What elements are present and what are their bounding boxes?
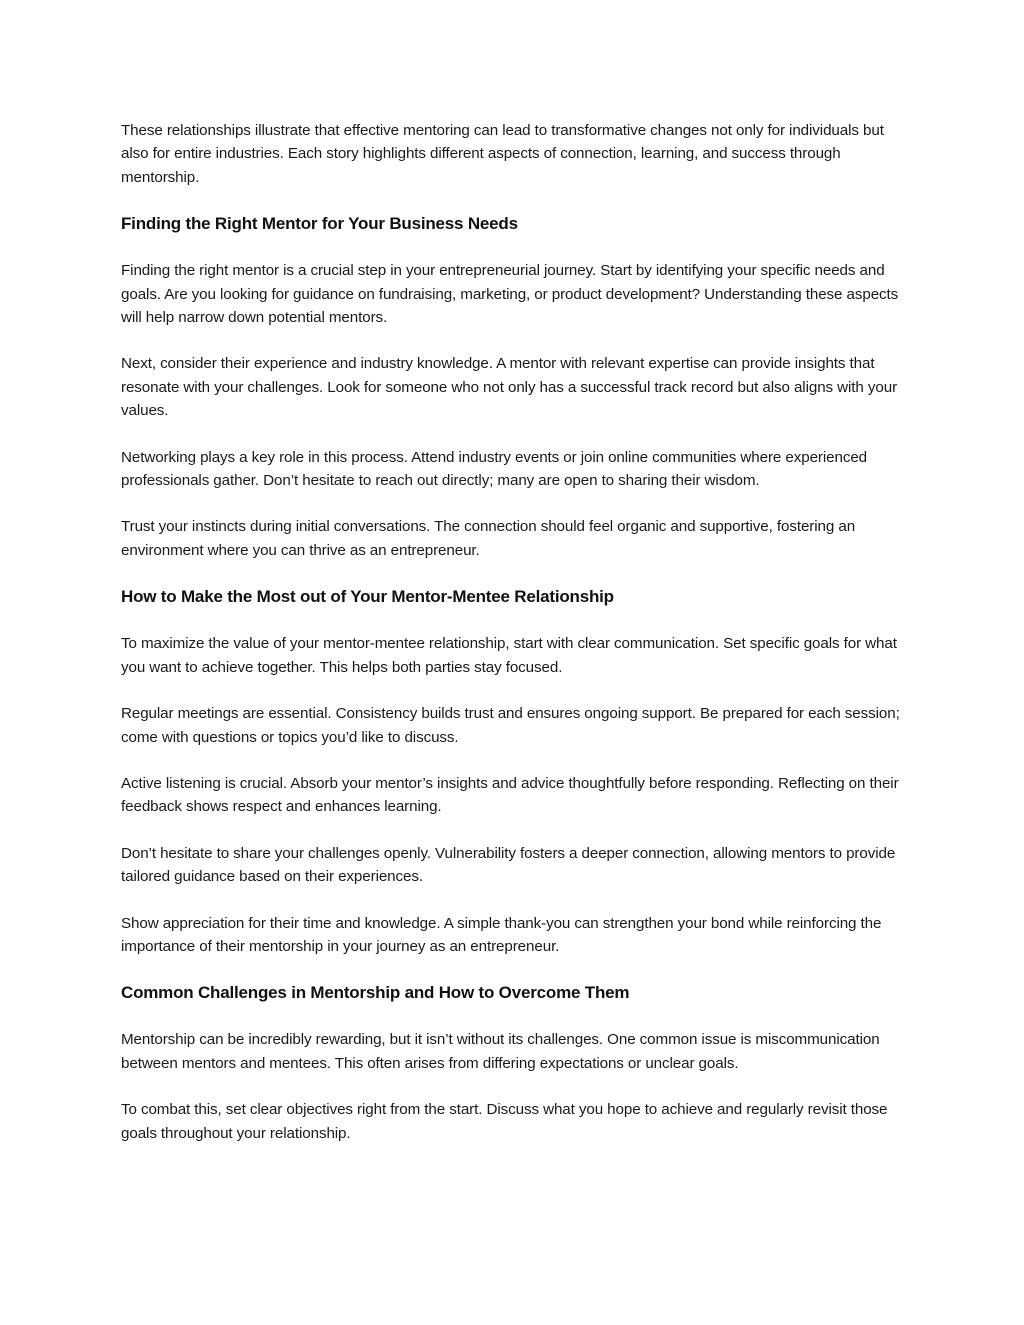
finding-mentor-paragraph-3: Networking plays a key role in this process. Attend industry events or join online communities where experienced professionals gather. Don’t hesitate to reach out directly; many are open to sharing their wisdom. bbox=[121, 448, 868, 490]
relationship-paragraph-4: Don’t hesitate to share your challenges openly. Vulnerability fosters a deeper connection, allowing mentors to provide tailored guidance based on their experiences. bbox=[121, 844, 896, 886]
finding-mentor-paragraph-2: Next, consider their experience and industry knowledge. A mentor with relevant expertise can provide insights that resonate with your challenges. Look for someone who not only has a successful track record but also aligns with your values. bbox=[121, 355, 898, 420]
finding-mentor-paragraph-4: Trust your instincts during initial conversations. The connection should feel organic and supportive, fostering an environment where you can thrive as an entrepreneur. bbox=[121, 518, 856, 559]
section-heading-common-challenges: Common Challenges in Mentorship and How to Overcome Them bbox=[121, 983, 630, 1003]
section-heading-finding-mentor: Finding the Right Mentor for Your Business Needs bbox=[121, 214, 518, 234]
intro-paragraph-1: These relationships illustrate that effective mentoring can lead to transformative changes not only for individuals but also for entire industries. Each story highlights different aspects of connection, learning, and success through mentorship. bbox=[121, 122, 884, 186]
challenges-paragraph-2: To combat this, set clear objectives right from the start. Discuss what you hope to achieve and regularly revisit those goals throughout your relationship. bbox=[121, 1101, 888, 1142]
relationship-paragraph-5: Show appreciation for their time and knowledge. A simple thank-you can strengthen your bond while reinforcing the importance of their mentorship in your journey as an entrepreneur. bbox=[121, 914, 882, 955]
section-heading-mentor-mentee-relationship: How to Make the Most out of Your Mentor-Mentee Relationship bbox=[121, 587, 614, 607]
relationship-paragraph-3: Active listening is crucial. Absorb your mentor’s insights and advice thoughtfully before responding. Reflecting on their feedback shows respect and enhances learning. bbox=[121, 774, 899, 816]
document-page bbox=[121, 119, 906, 1168]
challenges-paragraph-1: Mentorship can be incredibly rewarding, but it isn’t without its challenges. One common issue is miscommunication between mentors and mentees. This often arises from differing expectations or unclear goals. bbox=[121, 1031, 880, 1072]
relationship-paragraph-1: To maximize the value of your mentor-mentee relationship, start with clear communication. Set specific goals for what you want to achieve together. This helps both parties stay focused. bbox=[121, 635, 897, 676]
relationship-paragraph-2: Regular meetings are essential. Consistency builds trust and ensures ongoing support. Be prepared for each session; come with questions or topics you’d like to discuss. bbox=[121, 705, 900, 746]
finding-mentor-paragraph-1: Finding the right mentor is a crucial step in your entrepreneurial journey. Start by identifying your specific needs and goals. Are you looking for guidance on fundraising, marketing, or product development? Understanding these aspects will help narrow down potential mentors. bbox=[121, 262, 899, 327]
